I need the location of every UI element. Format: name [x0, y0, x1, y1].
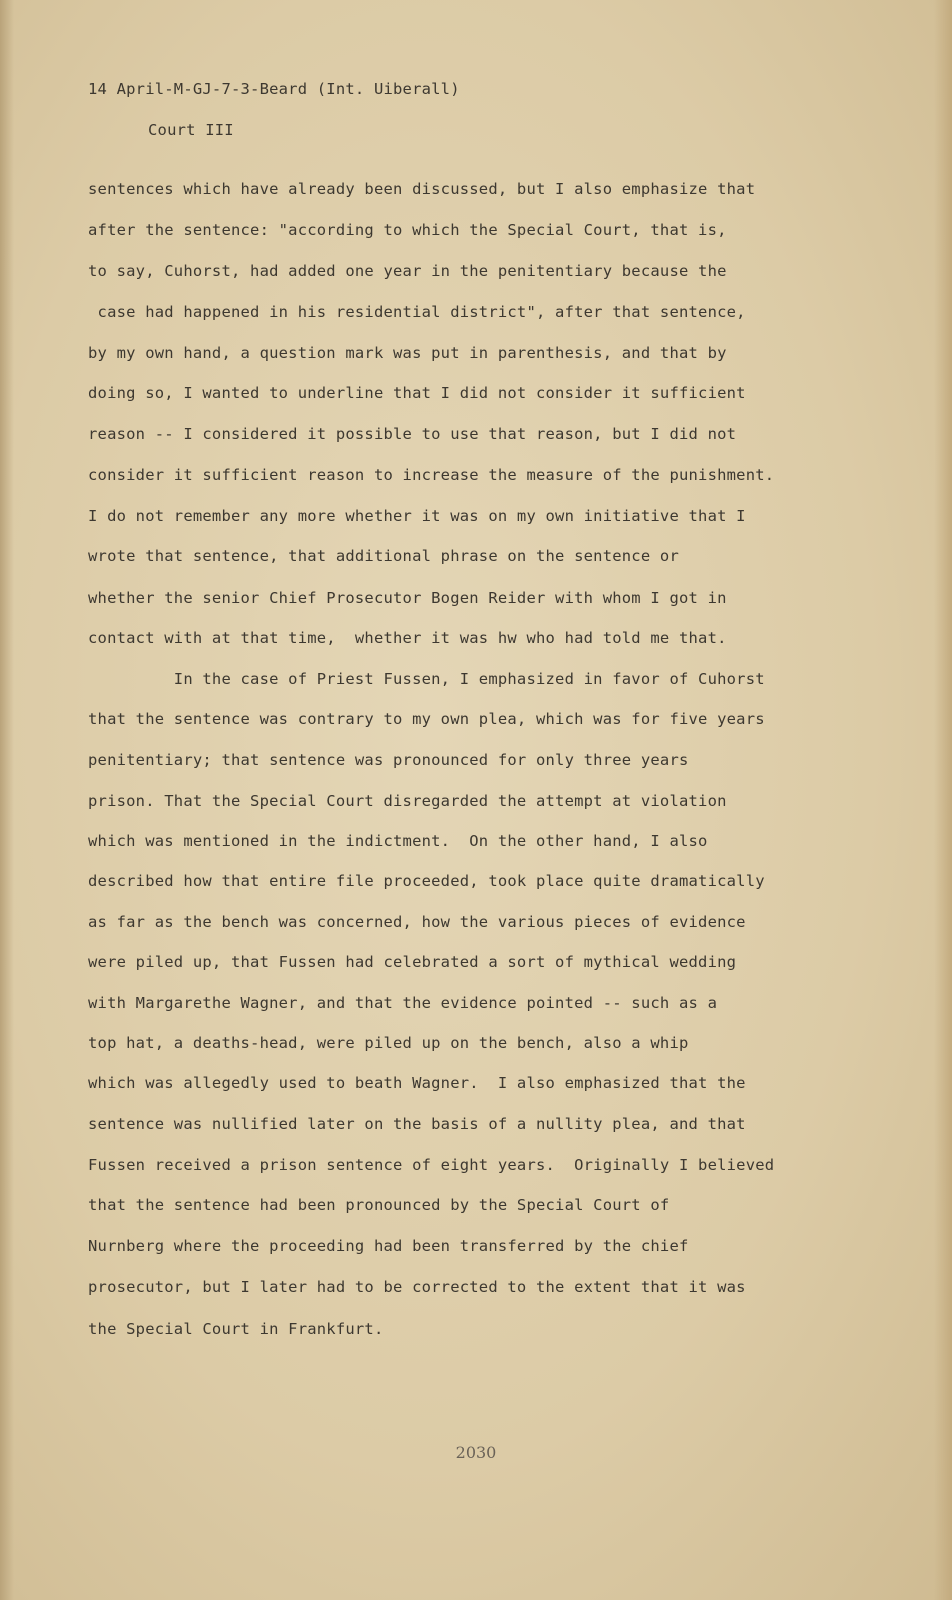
body-line: which was allegedly used to beath Wagner. I also emphasized that the	[88, 1074, 746, 1092]
body-line: prison. That the Special Court disregarded the attempt at violation	[88, 792, 727, 810]
body-line: whether the senior Chief Prosecutor Bogen Reider with whom I got in	[88, 589, 727, 607]
body-line: consider it sufficient reason to increase the measure of the punishment.	[88, 466, 775, 484]
body-line: reason -- I considered it possible to use that reason, but I did not	[88, 425, 737, 443]
body-line: In the case of Priest Fussen, I emphasized in favor of Cuhorst	[88, 670, 765, 688]
page-number: 2030	[455, 1443, 497, 1462]
body-line: that the sentence was contrary to my own plea, which was for five years	[88, 710, 765, 728]
body-line: case had happened in his residential district", after that sentence,	[88, 303, 746, 321]
body-line: with Margarethe Wagner, and that the evidence pointed -- such as a	[88, 994, 718, 1012]
body-line: Fussen received a prison sentence of eight years. Originally I believed	[88, 1156, 775, 1174]
body-line: I do not remember any more whether it was on my own initiative that I	[88, 507, 746, 525]
body-line: sentence was nullified later on the basis of a nullity plea, and that	[88, 1115, 746, 1133]
body-line: Nurnberg where the proceeding had been transferred by the chief	[88, 1237, 689, 1255]
body-line: by my own hand, a question mark was put in parenthesis, and that by	[88, 344, 727, 362]
body-line: wrote that sentence, that additional phrase on the sentence or	[88, 547, 679, 565]
body-line: the Special Court in Frankfurt.	[88, 1320, 384, 1338]
body-line: sentences which have already been discussed, but I also emphasize that	[88, 180, 756, 198]
body-line: were piled up, that Fussen had celebrated a sort of mythical wedding	[88, 953, 737, 971]
body-line: described how that entire file proceeded, took place quite dramatically	[88, 872, 765, 890]
body-line: prosecutor, but I later had to be corrected to the extent that it was	[88, 1278, 746, 1296]
body-line: that the sentence had been pronounced by the Special Court of	[88, 1196, 670, 1214]
body-line: after the sentence: "according to which the Special Court, that is,	[88, 221, 727, 239]
page-left-edge	[0, 0, 14, 1600]
body-line: which was mentioned in the indictment. On the other hand, I also	[88, 832, 708, 850]
body-line: to say, Cuhorst, had added one year in the penitentiary because the	[88, 262, 727, 280]
body-line: penitentiary; that sentence was pronounced for only three years	[88, 751, 689, 769]
court-designation: Court III	[148, 121, 234, 139]
header-line: 14 April-M-GJ-7-3-Beard (Int. Uiberall)	[88, 80, 460, 98]
body-line: contact with at that time, whether it was hw who had told me that.	[88, 629, 727, 647]
body-line: doing so, I wanted to underline that I did not consider it sufficient	[88, 384, 746, 402]
body-line: top hat, a deaths-head, were piled up on the bench, also a whip	[88, 1034, 689, 1052]
page-right-edge	[934, 0, 952, 1600]
body-line: as far as the bench was concerned, how the various pieces of evidence	[88, 913, 746, 931]
